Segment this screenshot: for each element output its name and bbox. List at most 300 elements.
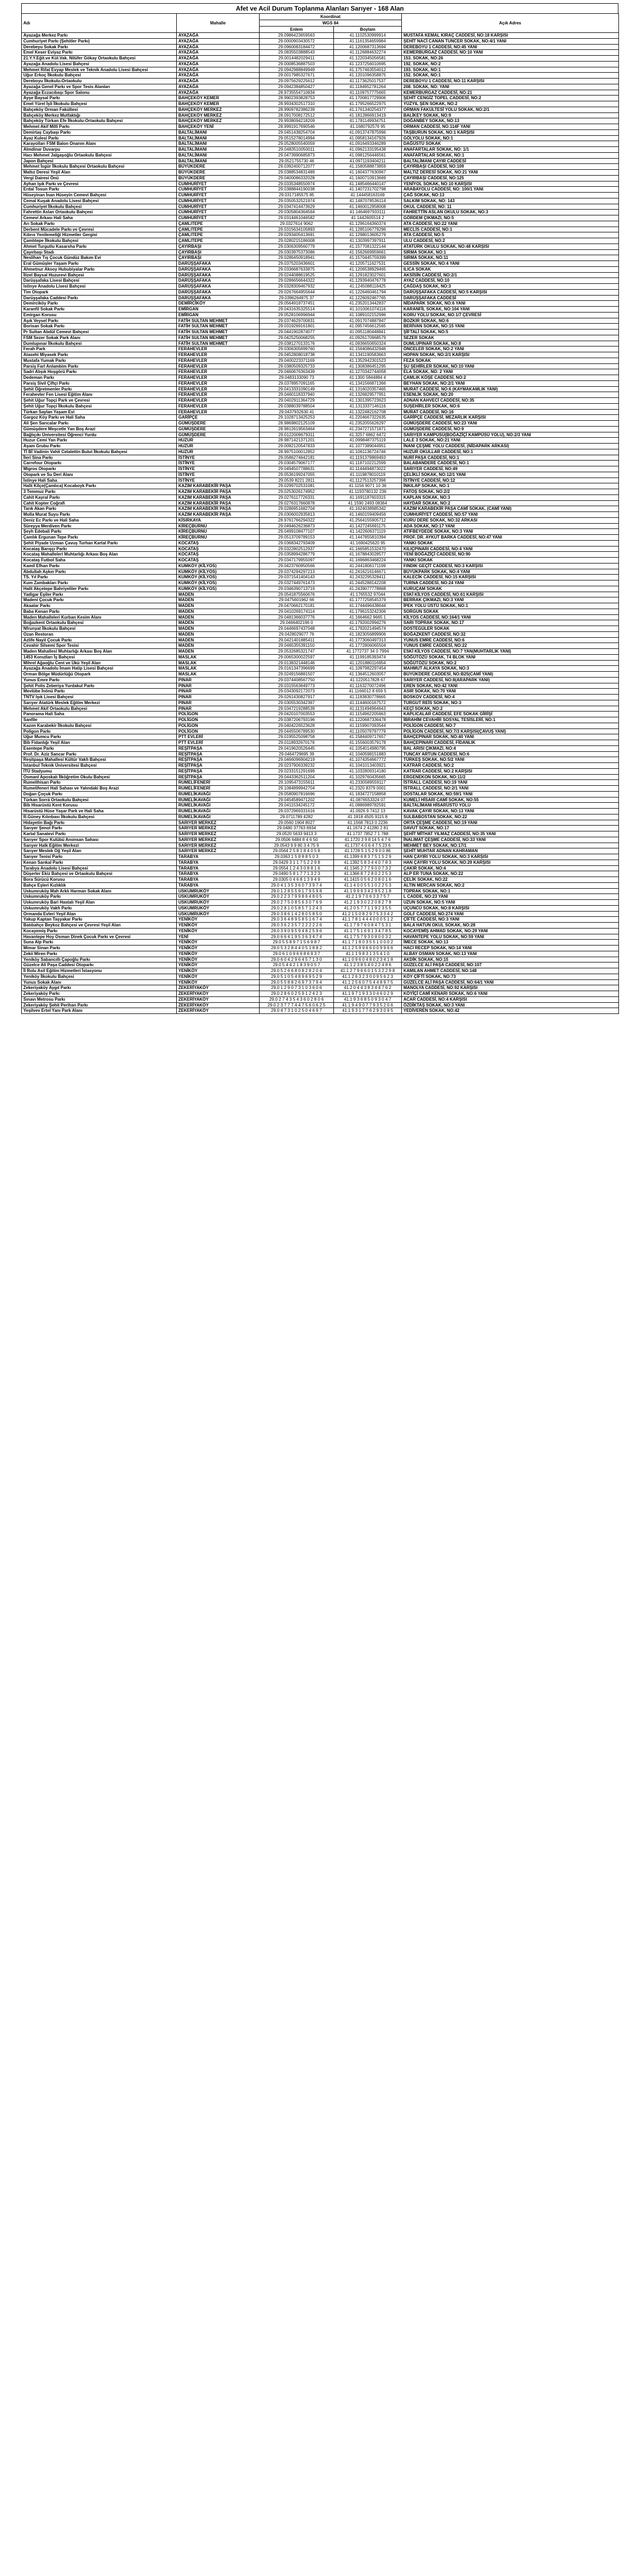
cell-latitude: 29.0 1 2 8 5 5 9 1 7 9 5 9 8 (260, 888, 334, 894)
cell-name: Cumhuriyet İlkokulu Bahçesi (22, 204, 177, 210)
cell-longitude: 41.1422606371119 (334, 529, 402, 535)
cell-neighbourhood: FERAHEVLER (177, 403, 260, 409)
table-row (22, 865, 619, 871)
header-latitude: Enlem (260, 27, 334, 33)
cell-name: Aşık Veysel Parkı (22, 318, 177, 324)
cell-name: Mehmet Rifat Evyap Meslek ve Teknik Anadolu Lisesi Bahçesi (22, 67, 177, 73)
table-row (22, 985, 619, 991)
cell-name: Çayırbaşı Stadı (22, 249, 177, 255)
cell-latitude: 29.0473990685873 (260, 152, 334, 158)
cell-longitude: 41.1590 2493 08364 (334, 500, 402, 506)
cell-name: Ayhan Işık Parkı ve Çevresi (22, 181, 177, 187)
cell-address: YEDİVEREN SOKAK, NO:42 (402, 1008, 619, 1014)
cell-longitude: 41.1823056899906 (334, 631, 402, 637)
table-row (22, 643, 619, 649)
cell-name: Bora Sürücü Korusu (22, 877, 177, 883)
cell-neighbourhood: CUMHURİYET (177, 215, 260, 221)
cell-neighbourhood: FATİH SULTAN MEHMET (177, 324, 260, 329)
cell-name: Gargoz Köy Parkı ve Hali Saha (22, 415, 177, 421)
cell-latitude: 29.0358994286779 (260, 552, 334, 558)
cell-name: Doğan Çoçuk Parkı (22, 791, 177, 797)
cell-address: KÖYİÇİ CAMİ KENARI SOKAK, NO:6 YANI (402, 991, 619, 997)
cell-latitude: 29.0446697437048 (260, 626, 334, 632)
table-row (22, 654, 619, 660)
cell-neighbourhood: FERAHEVLER (177, 380, 260, 386)
cell-latitude: 29.0975629225612 (260, 79, 334, 84)
cell-neighbourhood: KİREÇBURNU (177, 535, 260, 541)
cell-address: KILIÇPINARI CADDESİ, NO:4 YANI (402, 546, 619, 552)
cell-neighbourhood: KİREÇBURNU (177, 529, 260, 535)
cell-name: Maltız Deresi Yeşil Alan (22, 170, 177, 176)
table-row (22, 124, 619, 130)
cell-latitude: 29.0 5 4 4 2 1 8 3 9 0 5 7 (260, 962, 334, 968)
cell-longitude: 41.0998487375119 (334, 438, 402, 444)
cell-neighbourhood: AYAZAĞA (177, 38, 260, 44)
cell-latitude: 29.0303975373086 (260, 249, 334, 255)
cell-longitude: 41.1664662 9665 1 (334, 614, 402, 620)
cell-neighbourhood: PTT EVLERİ (177, 740, 260, 746)
cell-address: KEÇİ SOKAK, NO:2 (402, 706, 619, 712)
table-row (22, 996, 619, 1002)
cell-name: Migros Otoparkı (22, 466, 177, 472)
cell-name: Sarıyer Tenisi Parkı (22, 854, 177, 860)
table-row (22, 61, 619, 67)
table-row (22, 695, 619, 700)
cell-neighbourhood: YENİKÖY (177, 979, 260, 985)
cell-neighbourhood: GÜMÜŞDERE (177, 432, 260, 438)
cell-latitude: 29.0460118337940 (260, 392, 334, 398)
cell-latitude: 29.0402911364729 (260, 398, 334, 404)
cell-longitude: 41.1220345056581 (334, 56, 402, 62)
cell-latitude: 29.0346390713719 (260, 586, 334, 592)
cell-address: GÖLYOLU SOKAK, NO:1 (402, 135, 619, 141)
cell-latitude: 28.9761766294322 (260, 517, 334, 523)
cell-address: GÜMÜŞDERE CADDESİ, NO:9 (402, 426, 619, 432)
table-row (22, 324, 619, 329)
cell-latitude: 29.0336687633875 (260, 266, 334, 272)
table-row (22, 67, 619, 73)
cell-address: ESKİ KİLYOS CADDESİ, NO:61 KARŞISI (402, 592, 619, 597)
table-row (22, 312, 619, 318)
table-row (22, 375, 619, 381)
cell-longitude: 41.1102530999914 (334, 33, 402, 39)
cell-latitude: 29.0286450918941 (260, 255, 334, 261)
cell-longitude: 41.1600710913669 (334, 175, 402, 181)
cell-address: ATA CADDESİ, NO:22 YANI (402, 221, 619, 227)
cell-address: TOPRAK SOKAK, NO:1 (402, 888, 619, 894)
cell-longitude: 41.1126884632274 (334, 50, 402, 56)
cell-longitude: 41.2352013442837 (334, 301, 402, 307)
cell-neighbourhood: CUMHURİYET (177, 198, 260, 204)
cell-name: Ayazağa Merkez Parkı (22, 33, 177, 39)
cell-neighbourhood: YENİKÖY (177, 946, 260, 951)
cell-longitude: 41.1074354667772 (334, 757, 402, 763)
cell-name: Kocataş Mahalleleri Muhtarlığı Arkası Boş Alan (22, 552, 177, 558)
cell-longitude: 41.1399 6 8 3 7 5 1 5 2 9 (334, 854, 402, 860)
cell-latitude: 29.0322802512937 (260, 546, 334, 552)
cell-address: ŞU ŞEHİRLER SOKAK, NO:10 YANI (402, 363, 619, 369)
cell-neighbourhood: BAHÇEKÖY MERKEZ (177, 112, 260, 118)
cell-address: DARÜŞŞAFAKA CADDESİ, NO:5 KARŞISI (402, 289, 619, 295)
cell-neighbourhood: BALTALİMANI (177, 158, 260, 164)
cell-neighbourhood: BAHÇEKÖY KEMER (177, 96, 260, 101)
cell-name: İlizel Baysal Huzurevi Bahçesi (22, 272, 177, 278)
cell-name: Aşam Grubu Parkı (22, 444, 177, 449)
cell-longitude: 41.1131494964643 (334, 706, 402, 712)
cell-neighbourhood: KUMKÖY (KİLYOS) (177, 563, 260, 569)
cell-longitude: 41.1690425620 95 (334, 540, 402, 546)
cell-name: TNTV Işık Lisesi Bahçesi (22, 695, 177, 700)
table-row (22, 809, 619, 814)
cell-latitude: 29.0 6 0 4 2 9 6 4 5 7 1 3 0 (260, 957, 334, 962)
cell-longitude: 41.1562669959661 (334, 249, 402, 255)
cell-latitude: 29.0328309467932 (260, 284, 334, 290)
cell-address: 152. SOKAK, NO:1 (402, 73, 619, 79)
table-row (22, 797, 619, 803)
cell-name: Kamil Efhan Parkı (22, 563, 177, 569)
cell-neighbourhood: MASLAK (177, 660, 260, 666)
cell-address: HAVANTEPE YOLU SOKAK, NO:59 YANI (402, 934, 619, 940)
cell-name: Atasehi Miyasek Parkı (22, 352, 177, 358)
cell-name: Molla Murat Suyu Parkı (22, 512, 177, 518)
cell-address: MAHMUT ALKAYA SOKAK, NO:3 (402, 666, 619, 672)
cell-neighbourhood: RUMELİKAVAĞI (177, 797, 260, 803)
header-coordinates: Koordinat (260, 14, 402, 20)
cell-latitude: 29.0315634105893 (260, 227, 334, 232)
cell-longitude: 41.1680792576 95 (334, 124, 402, 130)
cell-latitude: 29.0 2 3 7 7 7 4 4 7 5 6 0 6 2 5 (260, 1002, 334, 1008)
cell-address: ÖNCELER SOKAK, NO:2 YANI (402, 346, 619, 352)
cell-neighbourhood: BAHÇEKÖY MERKEZ (177, 118, 260, 124)
cell-name: Şeyh Edebali Parkı (22, 529, 177, 535)
cell-address: ÇELİKLİ SOKAK, NO:12/1 YANI (402, 472, 619, 478)
cell-longitude: 41.1161354659984 (334, 38, 402, 44)
cell-latitude: 29.0 5 5 8 8 2 6 9 7 3 7 9 4 (260, 979, 334, 985)
cell-longitude: 41.1220687336478 (334, 717, 402, 723)
cell-address: ÇELİK SOKAK, NO:22 (402, 877, 619, 883)
cell-name: Panorama Hali Saha (22, 712, 177, 717)
cell-name: Tarabya Anadolu Lisesi Bahçesi (22, 865, 177, 871)
cell-neighbourhood: ÇAMLITEPE (177, 238, 260, 244)
cell-latitude: 29.0388039788504 (260, 403, 334, 409)
cell-address: HACI RECEP SOKAK, NO:14 YANI (402, 946, 619, 951)
cell-neighbourhood: FERAHEVLER (177, 375, 260, 381)
cell-latitude: 29.0388844190038 (260, 187, 334, 193)
cell-neighbourhood: FERAHEVLER (177, 358, 260, 363)
cell-neighbourhood: FERAHEVLER (177, 363, 260, 369)
cell-name: Halit Akçetepe Bahriyeliler Parkı (22, 586, 177, 592)
table-row (22, 558, 619, 563)
header-datum: WGS 84 (260, 20, 402, 27)
cell-address: ÇAYIRBAŞI CADDESİ, NO:125 (402, 175, 619, 181)
cell-name: Sarıyer Şenol Parkı (22, 826, 177, 831)
cell-longitude: 41.1097982297454 (334, 666, 402, 672)
cell-neighbourhood: MASLAK (177, 666, 260, 672)
cell-longitude: 41.0962133195438 (334, 147, 402, 153)
cell-address: ADA SOKAK, NO:17 YANI (402, 523, 619, 529)
cell-name: Bahçeköy Orman Fakültesi (22, 107, 177, 112)
cell-latitude: 29.0560 1904 8027 (260, 820, 334, 826)
table-row (22, 974, 619, 979)
table-row (22, 152, 619, 158)
table-row (22, 1002, 619, 1008)
cell-address: ATA CADDESİ, NO:5 (402, 232, 619, 238)
cell-latitude: 29.0305 0 4 6 8 1 3 9 4 9 (260, 877, 334, 883)
table-row (22, 563, 619, 569)
cell-longitude: 41.1700817729906 (334, 96, 402, 101)
table-row (22, 803, 619, 809)
table-row (22, 266, 619, 272)
cell-latitude: 29.0528005540059 (260, 141, 334, 147)
table-body (22, 33, 619, 1014)
cell-address: 193. SOKAK, NO:1 (402, 67, 619, 73)
cell-longitude: 41.1077389044951 (334, 444, 402, 449)
table-row (22, 472, 619, 478)
cell-name: Karanfil Sokak Parkı (22, 307, 177, 313)
table-row (22, 700, 619, 706)
cell-neighbourhood: AYAZAĞA (177, 44, 260, 50)
cell-longitude: 41.1193780132 236 (334, 489, 402, 495)
cell-longitude: 41.1 9 3 1 7 7 6 2 9 3 0 9 5 (334, 1008, 402, 1014)
cell-latitude: 29.0423760950566 (260, 563, 334, 569)
cell-longitude: 41.1308386451295 (334, 363, 402, 369)
cell-latitude: 29.0372969331616 (260, 809, 334, 814)
cell-latitude: 29.0286951682704 (260, 506, 334, 512)
cell-longitude: 41.1487078536114 (334, 198, 402, 204)
cell-name: Hisarüstü Hüse Yaşar Park ve Hali Saha (22, 809, 177, 814)
cell-latitude: 29.0305804364564 (260, 210, 334, 215)
cell-name: Kenan Sarıkal Parkı (22, 860, 177, 865)
table-row (22, 734, 619, 740)
cell-longitude: 41.1577081322144 (334, 244, 402, 249)
cell-longitude: 41.2204667322635 (334, 415, 402, 421)
table-row (22, 363, 619, 369)
cell-address: DEREBOYU 1 CADDESİ, NO:11 KARŞISI (402, 79, 619, 84)
cell-address: ESKİ KİLYOS CADDESİ, NO:7 YAN(MUHTARLIK YANI) (402, 649, 619, 655)
cell-longitude: 41.1296164360374 (334, 221, 402, 227)
cell-latitude: 29.0513709789153 (260, 535, 334, 541)
table-row (22, 905, 619, 911)
cell-address: BOZKIR SOKAK, NO:6 (402, 318, 619, 324)
cell-longitude: 41.2347271571871 (334, 426, 402, 432)
cell-name: Zekii Miren Parkı (22, 951, 177, 957)
cell-address: SÖĞÜTÖZÜ SOKAK, T4 BLOK YANI (402, 654, 619, 660)
cell-latitude: 29.0515278014994 (260, 135, 334, 141)
cell-neighbourhood: FATİH SULTAN MEHMET (177, 335, 260, 341)
cell-longitude: 41.0958134167926 (334, 135, 402, 141)
cell-neighbourhood: DARÜŞŞAFAKA (177, 261, 260, 267)
table-row (22, 301, 619, 307)
cell-latitude: 29.0942988849949 (260, 67, 334, 73)
cell-latitude: 29.0008536887503 (260, 61, 334, 67)
cell-latitude: 29.0138321448146 (260, 660, 334, 666)
table-row (22, 951, 619, 957)
cell-longitude: 41.1 7 5 1 6 9 1 3 4 7 8 5 (334, 928, 402, 934)
cell-neighbourhood: REŞİTPAŞA (177, 757, 260, 763)
cell-longitude: 41.1199185393474 (334, 654, 402, 660)
cell-longitude: 41.0957456612565 (334, 324, 402, 329)
cell-name: Maden Mahallesi Muhtarlığı Arkası Boş Alan (22, 649, 177, 655)
cell-neighbourhood: CUMHURİYET (177, 210, 260, 215)
cell-neighbourhood: TARABYA (177, 871, 260, 877)
table-row (22, 745, 619, 751)
cell-longitude: 41.1 7 1 8 0 3 5 5 1 0 0 0 2 (334, 940, 402, 946)
cell-latitude: 29.0347219288539 (260, 706, 334, 712)
cell-latitude: 29.0363 1 5 8 8 8 5 0 3 (260, 854, 334, 860)
cell-longitude: 41.1 2 7 9 6 6 0 1 5 3 2 2 9 8 (334, 968, 402, 974)
cell-address: DARÜŞŞAFAKA CADDESİ (402, 295, 619, 301)
cell-latitude: 29.0306002935813 (260, 512, 334, 518)
cell-neighbourhood: PTT EVLERİ (177, 734, 260, 740)
cell-address: HOPAN SOKAK, NO:2/1 KARŞISI (402, 352, 619, 358)
cell-name: Madeni Çocuk Parkı (22, 597, 177, 603)
cell-address: BALİKEY SOKAK, NO:9 (402, 112, 619, 118)
cell-longitude: 41.1144600167572 (334, 700, 402, 706)
cell-neighbourhood: REŞİTPAŞA (177, 763, 260, 769)
cell-neighbourhood: AYAZAĞA (177, 67, 260, 73)
cell-longitude: 41.0886989782591 (334, 803, 402, 809)
cell-longitude: 41.1303997397911 (334, 238, 402, 244)
cell-neighbourhood: DARÜŞŞAFAKA (177, 272, 260, 278)
cell-address: KAVAK ÇAYIR SOKAK, NO:13 YANI (402, 809, 619, 814)
cell-latitude: 29.0481366037776 (260, 614, 334, 620)
cell-longitude: 41.1447855810394 (334, 535, 402, 541)
cell-latitude: 29.0 5 1 0 5 4 8 9 6 9 5 2 9 (260, 974, 334, 979)
cell-longitude: 41.1191379869493 (334, 455, 402, 461)
cell-name: Ozan Restoran (22, 631, 177, 637)
cell-name: Rumelifeneri Hali Sahası ve Yalındaki Boş Arazi (22, 786, 177, 792)
cell-address: 192. SOKAK, NO:2 (402, 61, 619, 67)
table-row (22, 928, 619, 934)
cell-neighbourhood: BAHÇEKÖY KEMER (177, 101, 260, 107)
cell-longitude: 41.0971193404211 (334, 158, 402, 164)
cell-longitude: 41.1678843028577 (334, 552, 402, 558)
cell-address: AKDİK SOKAK, NO:15 (402, 957, 619, 962)
cell-latitude: 29.0470662170181 (260, 603, 334, 609)
table-row (22, 751, 619, 757)
cell-name: Şehit Öğretmenler Parkı (22, 386, 177, 392)
cell-longitude: 41.1564086432946 (334, 346, 402, 352)
cell-longitude: 41.1818 4505 9115 8 (334, 814, 402, 820)
cell-neighbourhood: AYAZAĞA (177, 61, 260, 67)
cell-neighbourhood: BAHÇEKÖY YENİ (177, 124, 260, 130)
cell-name: Yakup Kaptan Taşyakar Parkı (22, 917, 177, 923)
cell-neighbourhood: PINAR (177, 706, 260, 712)
cell-neighbourhood: RUMELİKAVAĞI (177, 809, 260, 814)
cell-name: Uskumruköy Vakfı Parkı (22, 905, 177, 911)
cell-address: KÖY ÇİFTİ SOKAK, NO:73 (402, 974, 619, 979)
cell-address: ASIR SOKAK, NO:70 YANI (402, 689, 619, 695)
cell-address: KEMERBURGAZ CADDESİ, NO:21 (402, 90, 619, 96)
cell-name: Zekeriyaköy Aygıt Parkı (22, 985, 177, 991)
cell-longitude: 41.1460159409456 (334, 512, 402, 518)
cell-name: Vergi Dairesi Önü (22, 175, 177, 181)
cell-latitude: 28.9735554710834 (260, 90, 334, 96)
cell-neighbourhood: USKUMRUKÖY (177, 905, 260, 911)
cell-address: ARABAYOLU CADDESİ, NO: 100/1 YANI (402, 187, 619, 193)
cell-name: Rumelihisarı Parkı (22, 780, 177, 786)
cell-longitude: 41.1 9 3 6 8 5 0 9 3 0 4 7 (334, 996, 402, 1002)
cell-address: ESENLİK SOKAK, NO:20 (402, 392, 619, 398)
cell-name: Kocataş Barışçı Parkı (22, 546, 177, 552)
cell-address: ÖZDİKTAŞ SOKAK, NO:3 YANI (402, 1002, 619, 1008)
cell-longitude: 41.2 1 5 0 8 2 9 7 5 3 3 4 2 (334, 911, 402, 917)
cell-name: Cumhuriyet Parkı (Şehitler Parkı) (22, 38, 177, 44)
cell-longitude: 41.1206538929465 (334, 266, 402, 272)
table-row (22, 249, 619, 255)
cell-neighbourhood: MADEN (177, 603, 260, 609)
cell-address: FAHRETTİN ASLAN OKULU SOKAK, NO:3 (402, 210, 619, 215)
cell-longitude: 41.1341566871366 (334, 380, 402, 386)
cell-latitude: 29.0564 2 5 8 1 8 4 0 5 8 (260, 848, 334, 854)
cell-neighbourhood: FERAHEVLER (177, 369, 260, 375)
cell-name: Parsiş Sivil Çiftçi Parkı (22, 380, 177, 386)
table-row (22, 96, 619, 101)
cell-name: 21.Y.Y.Eğit.ve Kül.Vak. Nilüfer Gökay Ortaokulu Bahçesi (22, 56, 177, 62)
cell-name: Osmanl Aposkalı İlköğretim Okulu Bahçesi (22, 774, 177, 780)
cell-name: Erdal Tosun Parkı (22, 187, 177, 193)
cell-longitude: 41.2 1 9 3 0 2 2 0 8 2 7 8 (334, 900, 402, 906)
cell-name: Borisan Sokak Parkı (22, 324, 177, 329)
cell-neighbourhood: KUMKÖY (KİLYOS) (177, 580, 260, 586)
cell-latitude: 29.0343092172073 (260, 689, 334, 695)
cell-name: Sadri Alışık Hoşgörü Parkı (22, 369, 177, 375)
cell-neighbourhood: PINAR (177, 695, 260, 700)
cell-neighbourhood: PINAR (177, 683, 260, 689)
cell-address: ÇAĞ SOKAK, NO:13 (402, 193, 619, 198)
cell-latitude: 29.0122009679311 (260, 432, 334, 438)
cell-latitude: 28.9812619563464 (260, 426, 334, 432)
cell-address: BÜYÜKPARK SOKAK, NO:4 YANI (402, 569, 619, 575)
cell-name: Fahrettin Aslan Ortaokulu Bahçesi (22, 210, 177, 215)
table-row (22, 506, 619, 512)
cell-longitude: 41.1781149934751 (334, 118, 402, 124)
cell-latitude: 29.0315563649773 (260, 683, 334, 689)
table-row (22, 466, 619, 472)
cell-longitude: 41.1032809314180 (334, 768, 402, 774)
cell-longitude: 41.1691187603315 (334, 495, 402, 500)
table-row (22, 740, 619, 746)
cell-name: İstinye Hali Saha (22, 478, 177, 483)
table-row (22, 147, 619, 153)
cell-neighbourhood: YENİKÖY (177, 951, 260, 957)
cell-address: BOSKOV CADDESİ, NO:4 (402, 695, 619, 700)
cell-name: Ayazağa Genel Parkı ve Spor Tesis Alanları (22, 84, 177, 90)
table-row (22, 683, 619, 689)
cell-neighbourhood: USKUMRUKÖY (177, 888, 260, 894)
cell-address: GESSİN SOKAK, NO:4 YANI (402, 261, 619, 267)
cell-longitude: 41.1792021494574 (334, 626, 402, 632)
cell-name: Ormanda Evleri Yeşil Alan (22, 911, 177, 917)
cell-neighbourhood: REŞİTPAŞA (177, 751, 260, 757)
cell-neighbourhood: MADEN (177, 597, 260, 603)
cell-neighbourhood: SARIYER MERKEZ (177, 831, 260, 837)
cell-name: Dumlupınar İlkokulu Bahçesi (22, 341, 177, 346)
cell-neighbourhood: BÜYÜKDERE (177, 170, 260, 176)
cell-neighbourhood: HUZUR (177, 449, 260, 455)
cell-neighbourhood: POLİGON (177, 723, 260, 728)
cell-neighbourhood: EMİRGAN (177, 312, 260, 318)
cell-latitude: 29.0586274642181 (260, 455, 334, 461)
cell-latitude: 29.0261430827917 (260, 695, 334, 700)
cell-longitude: 41.1341190583663 (334, 352, 402, 358)
table-row (22, 33, 619, 39)
cell-name: Yeniköy İlkokulu Bahçesi (22, 974, 177, 979)
cell-neighbourhood: KUMKÖY (KİLYOS) (177, 569, 260, 575)
cell-neighbourhood: GÜMÜŞDERE (177, 426, 260, 432)
cell-address: KOCAYEMİŞ AHMAD SOKAK, NO:29 YANI (402, 928, 619, 934)
cell-name: Huzur Cemi Yan Parkı (22, 438, 177, 444)
